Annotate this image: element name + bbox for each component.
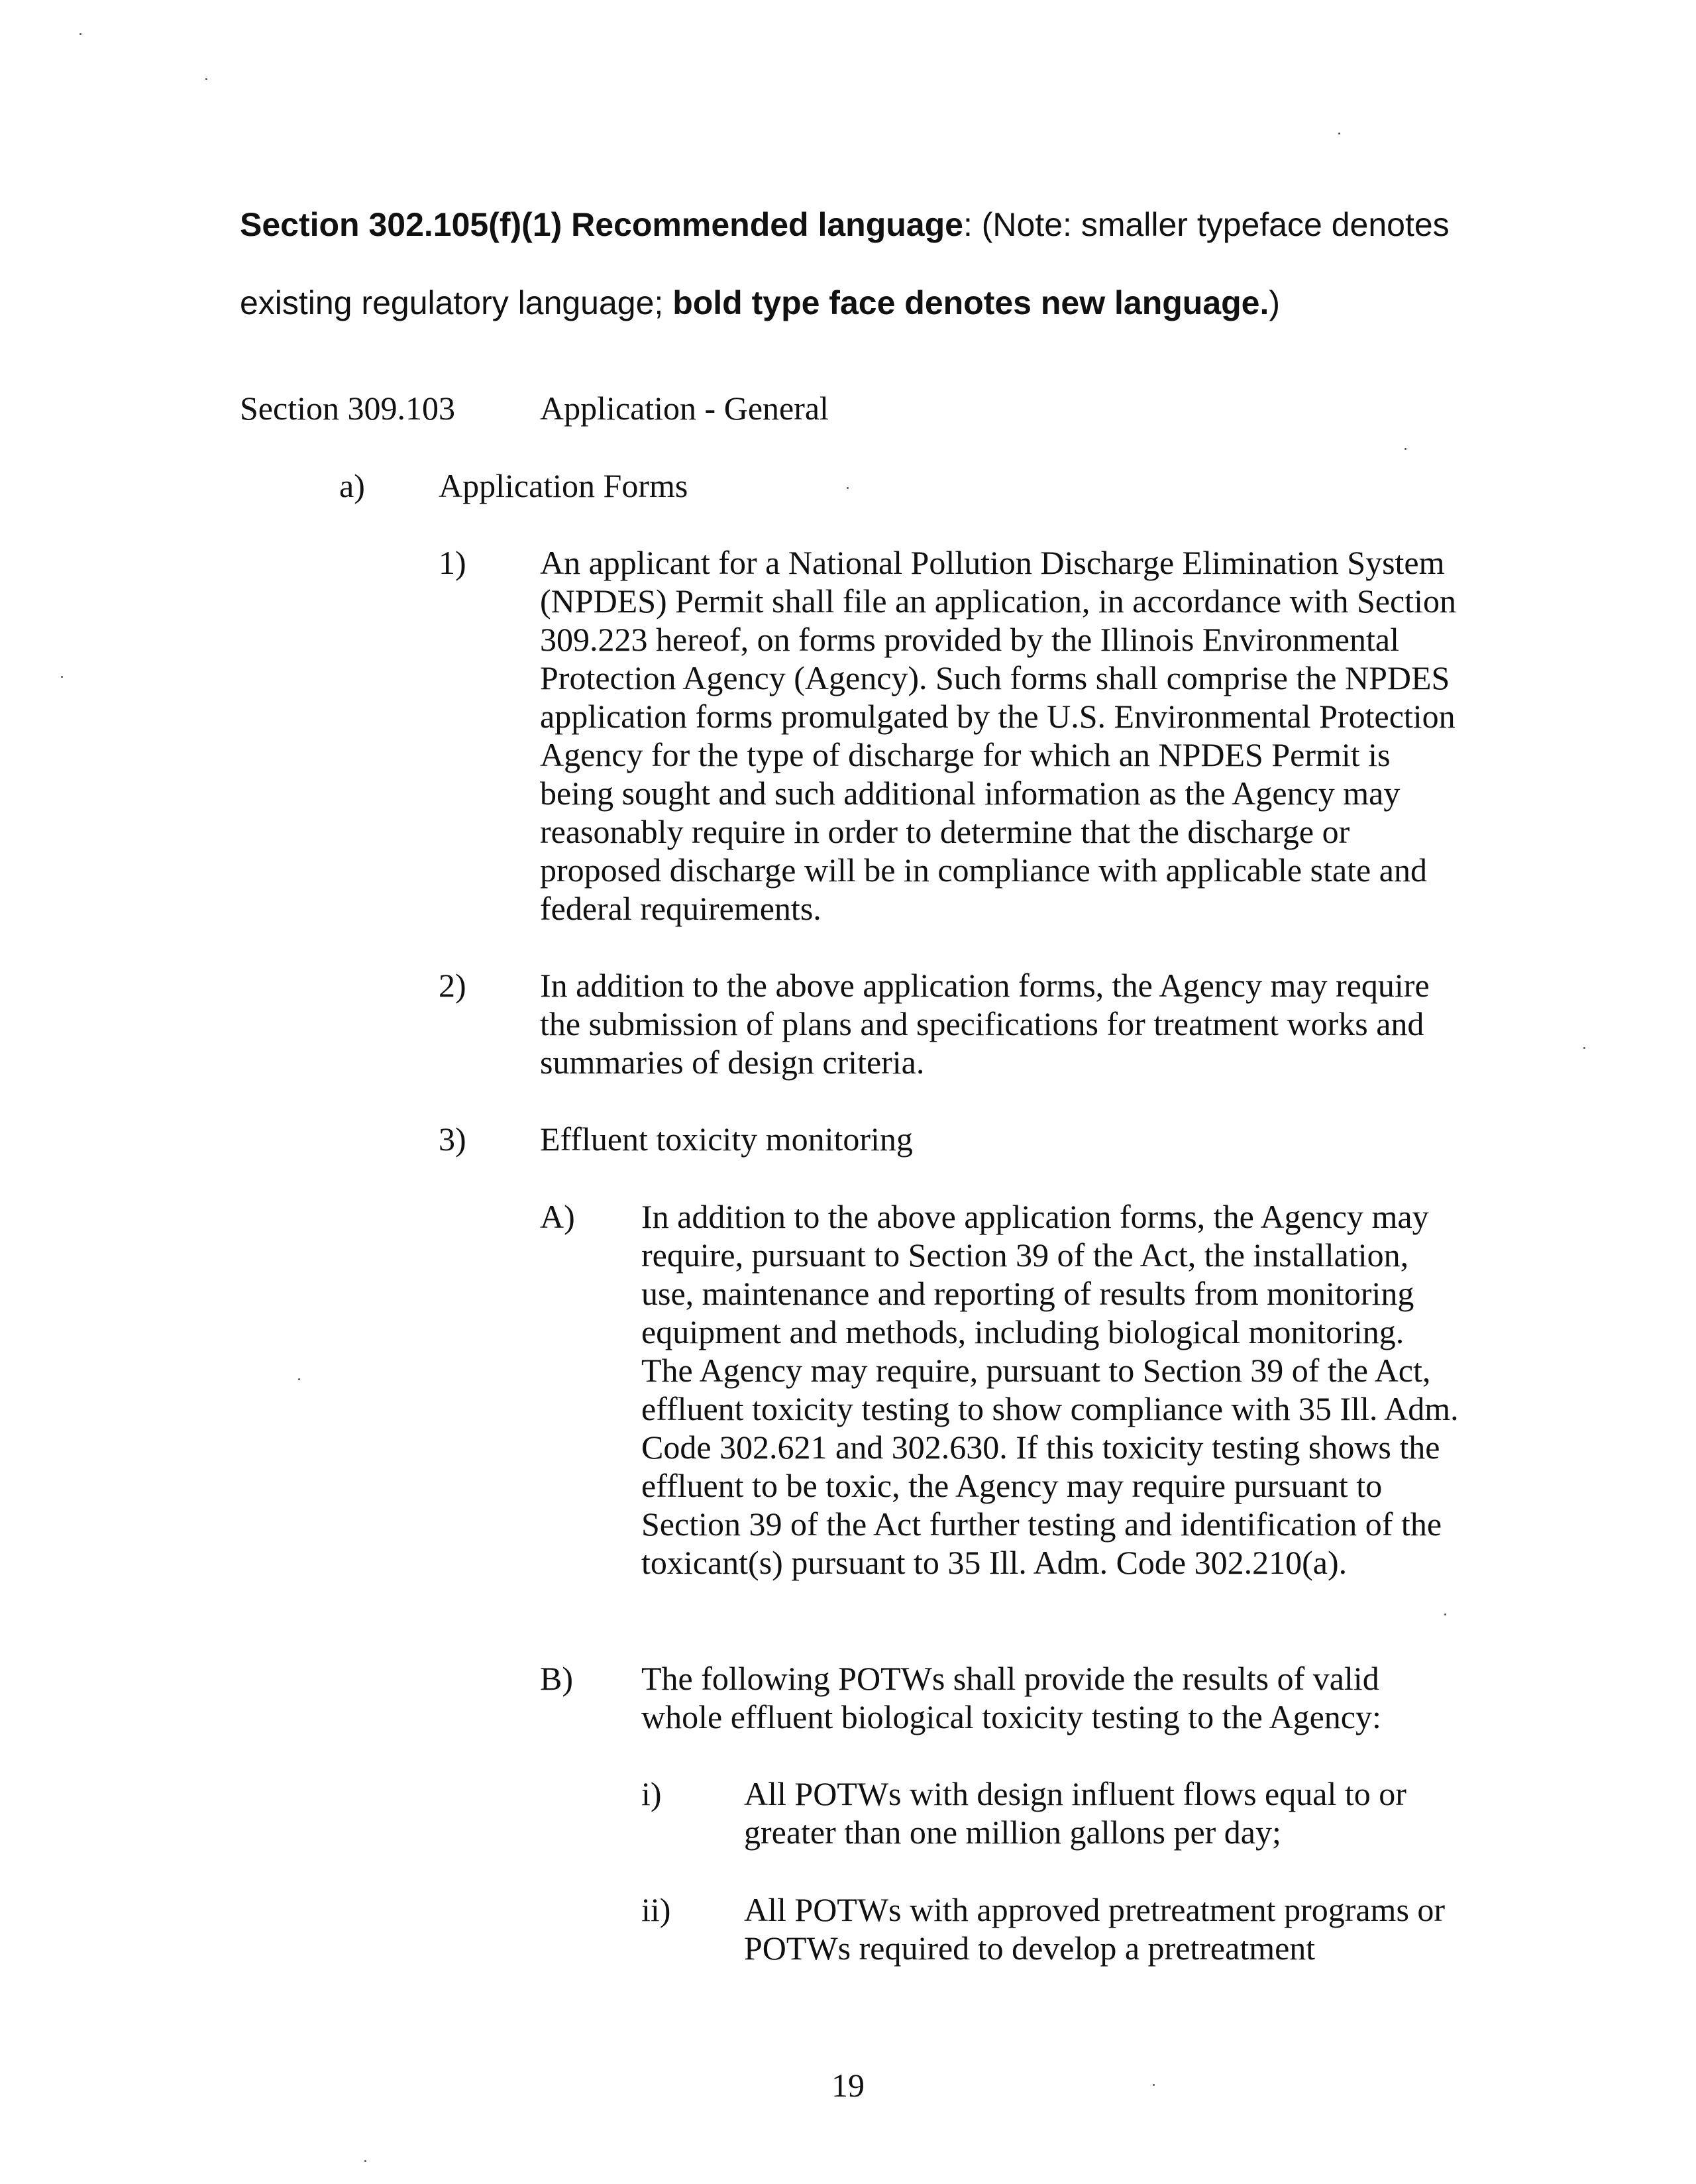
recommended-language-note	[240, 186, 1499, 342]
subsection-a-title: Application Forms	[439, 467, 688, 504]
scan-speck	[1444, 1613, 1446, 1615]
item-ii-text: All POTWs with approved pretreatment programs or POTWs required to develop a pretreatment	[744, 1891, 1446, 1967]
scan-speck	[364, 2160, 366, 2162]
scan-speck	[1583, 1047, 1585, 1049]
scan-speck	[847, 487, 849, 489]
item-B-label: B)	[540, 1660, 573, 1697]
scan-speck	[205, 78, 207, 80]
item-i-text: All POTWs with design influent flows equal to or greater than one million gallons per day;	[744, 1775, 1406, 1851]
scan-speck	[61, 676, 63, 678]
note-heading: Section 302.105(f)(1) Recommended language	[240, 206, 963, 243]
subsection-a-label: a)	[339, 467, 365, 504]
item-1-text: An applicant for a National Pollution Discharge Elimination System (NPDES) Permit shall file an application, in accordance with Section 309.223 hereof, on forms provided by the Illinois Environmental Protection Agency (Agency). Such forms shall comprise the NPDES application forms promulgated by the U.S. Environmental Protection Agency for the type of discharge for which an NPDES Permit is being sought and such additional information as the Agency may reasonably require in order to determine that the discharge or proposed discharge will be in compliance with applicable state and federal requirements.	[540, 544, 1456, 927]
scan-speck	[1338, 133, 1340, 135]
section-title: Application - General	[540, 390, 829, 427]
scan-speck	[1404, 448, 1406, 450]
note-bold-text: bold type face denotes new language.	[672, 284, 1269, 321]
note-text: (Note: smaller typeface denotes existing regulatory language;	[240, 206, 1450, 321]
item-3-text: Effluent toxicity monitoring	[540, 1120, 913, 1158]
page-number: 19	[831, 2067, 865, 2104]
item-2-label: 2)	[439, 967, 466, 1004]
scan-speck	[1153, 2084, 1155, 2086]
item-2-text: In addition to the above application forms, the Agency may require the submission of plans and specifications for treatment works and summaries of design criteria.	[540, 967, 1430, 1081]
item-B-text: The following POTWs shall provide the results of valid whole effluent biological toxicity testing to the Agency:	[641, 1660, 1381, 1735]
item-i-label: i)	[641, 1775, 662, 1812]
note-close: )	[1269, 284, 1281, 321]
scan-speck	[80, 33, 81, 35]
section-number: Section 309.103	[240, 390, 455, 427]
item-1-label: 1)	[439, 544, 466, 581]
note-colon: :	[963, 206, 973, 243]
item-ii-label: ii)	[641, 1891, 671, 1928]
scan-speck	[298, 1378, 300, 1380]
item-A-text: In addition to the above application forms, the Agency may require, pursuant to Section 39 of the Act, the installation, use, maintenance and reporting of results from monitoring equipment and methods, including biological monitoring. The Agency may require, pursuant to Section 39 of the Act, effluent toxicity testing to show compliance with 35 Ill. Adm. Code 302.621 and 302.630. If this toxicity testing shows the effluent to be toxic, the Agency may require pursuant to Section 39 of the Act further testing and identification of the toxicant(s) pursuant to 35 Ill. Adm. Code 302.210(a).	[641, 1198, 1459, 1581]
item-A-label: A)	[540, 1198, 575, 1235]
item-3-label: 3)	[439, 1120, 466, 1158]
